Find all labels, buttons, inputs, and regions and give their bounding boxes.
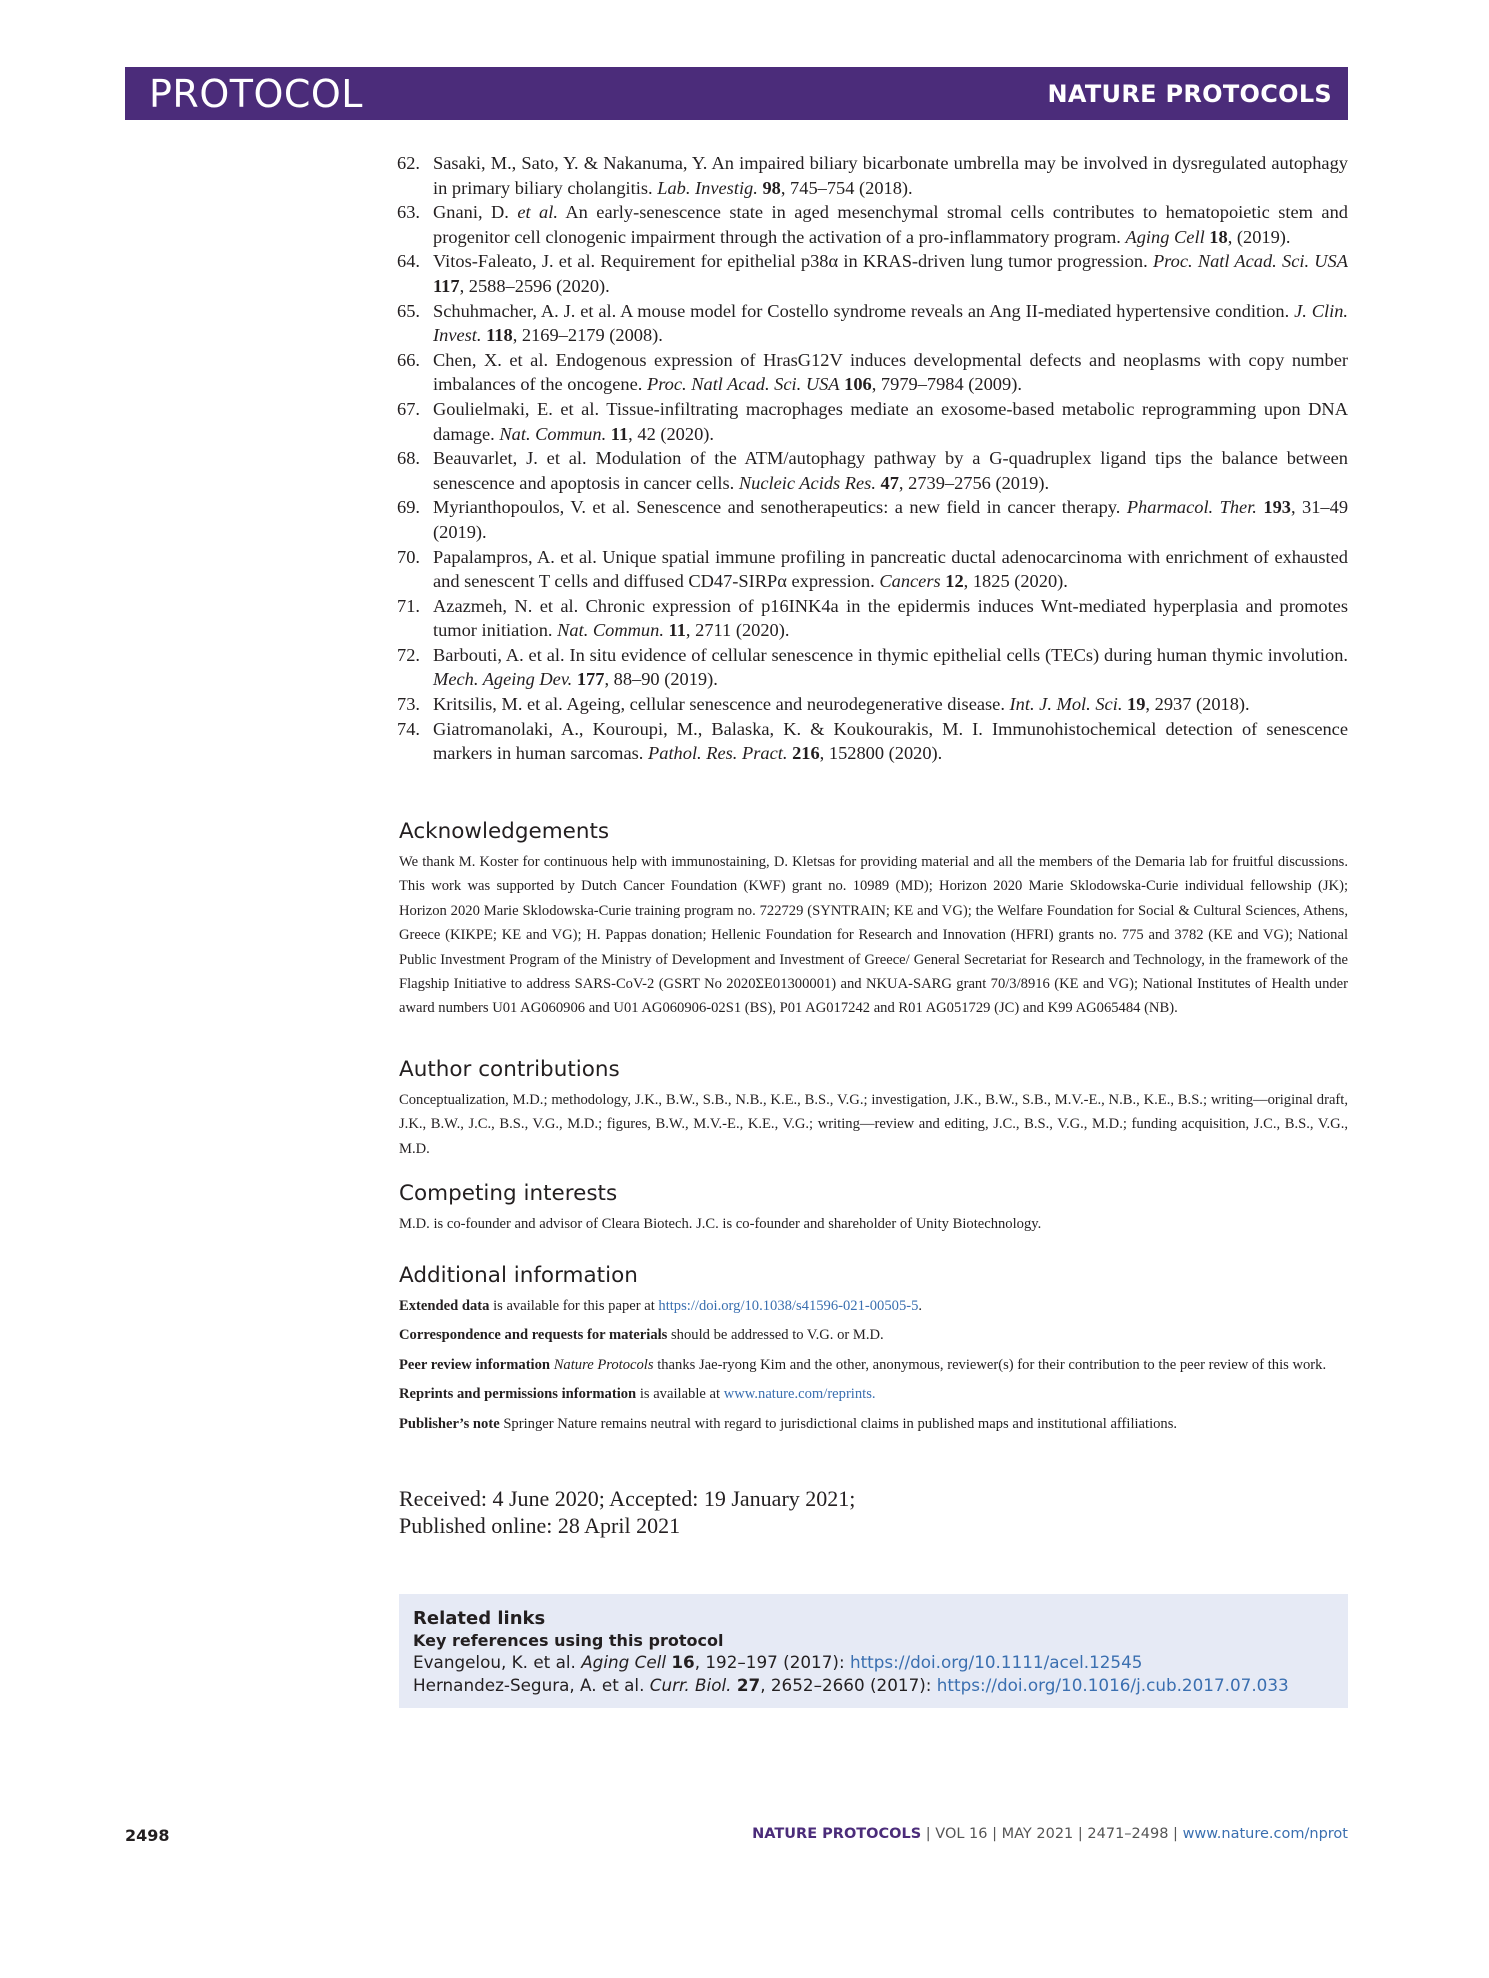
competing-interests-text: M.D. is co-founder and advisor of Cleara Biotech. J.C. is co-founder and shareholder of Unity Biotechnology. [399,1216,1042,1232]
footer-date: MAY 2021 [1001,1826,1074,1842]
extended-data-para: Extended data is available for this paper at https://doi.org/10.1038/s41596-021-00505-5. [399,1298,923,1314]
reference-number: 66. [397,349,420,370]
reference-text: Gnani, D. et al. An early-senescence state in aged mesenchymal stromal cells contributes to hematopoietic stem and progenitor cell clonogenic impairment through the activation of a pro-inflammatory program. Aging Cell 18, (2019). [433,202,1348,247]
footer-citation: NATURE PROTOCOLS | VOL 16 | MAY 2021 | 2471–2498 | www.nature.com/nprot [752,1826,1348,1842]
footer-journal: NATURE PROTOCOLS [752,1826,922,1842]
reference-number: 63. [397,202,420,223]
reference-number: 74. [397,718,420,739]
reference-text: Beauvarlet, J. et al. Modulation of the ATM/autophagy pathway by a G-quadruplex ligand tips the balance between senescence and apoptosis in cancer cells. Nucleic Acids Res. 47, 2739–2756 (2019). [433,448,1348,493]
reference-text: Papalampros, A. et al. Unique spatial immune profiling in pancreatic ductal adenocarcinoma with enrichment of exhausted and senescent T cells and diffused CD47-SIRPα expression. Cancers 12, 1825 (2020). [433,546,1348,592]
reference-text: Barbouti, A. et al. In situ evidence of cellular senescence in thymic epithelial cells (TECs) during human thymic involution. Mech. Ageing Dev. 177, 88–90 (2019). [433,644,1348,690]
reference-item [397,151,1348,200]
reprints-link[interactable]: www.nature.com/reprints. [723,1386,876,1403]
related-link-item: Evangelou, K. et al. Aging Cell 16, 192–197 (2017): https://doi.org/10.1111/acel.12545 [413,1652,1143,1672]
peer-review-para: Peer review information Nature Protocols thanks Jae-ryong Kim and the other, anonymous, reviewer(s) for their contribution to the peer review of this work. [399,1356,1327,1373]
author-contributions-text: Conceptualization, M.D.; methodology, J.K., B.W., S.B., N.B., K.E., B.S., V.G.; investigation, J.K., B.W., S.B., M.V.-E., N.B., K.E., B.S.; writing—original draft, J.K., B.W., J.C., B.S., V.G., M.D.; figures, B.W., M.V.-E., K.E., V.G.; writing—review and editing, J.C., B.S., V.G., M.D.; funding acquisition, J.C., B.S., V.G., M.D. [399,1092,1348,1157]
reference-item [397,446,1348,495]
reference-item [397,249,1348,298]
competing-interests-section [399,1180,1348,1236]
reference-text: Myrianthopoulos, V. et al. Senescence and senotherapeutics: a new field in cancer therapy. Pharmacol. Ther. 193, 31–49 (2019). [433,497,1349,542]
reference-item [397,545,1348,594]
reference-item [397,200,1348,249]
reference-item [397,495,1348,544]
reference-text: Kritsilis, M. et al. Ageing, cellular senescence and neurodegenerative disease. Int. J. Mol. Sci. 19, 2937 (2018). [433,694,1250,715]
reference-number: 73. [397,694,420,715]
reprints-para: Reprints and permissions information is available at www.nature.com/reprints. [399,1386,876,1403]
correspondence-para: Correspondence and requests for materials should be addressed to V.G. or M.D. [399,1327,884,1344]
related-links-box [399,1594,1348,1708]
reference-item [397,643,1348,692]
acknowledgements-text: We thank M. Koster for continuous help with immunostaining, D. Kletsas for providing material and all the members of the Demaria lab for fruitful discussions. This work was supported by Dutch Cancer Foundation (KWF) grant no. 10989 (MD); Horizon 2020 Marie Sklodowska-Curie individual fellowship (JK); Horizon 2020 Marie Sklodowska-Curie training program no. 722729 (SYNTRAIN; KE and VG); the Welfare Foundation for Social & Cultural Sciences, Athens, Greece (KIKPE; KE and VG); H. Pappas donation; Hellenic Foundation for Research and Innovation (HFRI) grants no. 775 and 3782 (KE and VG); National Public Investment Program of the Ministry of Development and Investment of Greece/ General Secretariat for Research and Technology, in the framework of the Flagship Initiative to address SARS-CoV-2 (GSRT No 2020ΣE01300001) and NKUA-SARG grant 70/3/8916 (KE and VG); National Institutes of Health under award numbers U01 AG060906 and U01 AG060906-02S1 (BS), P01 AG017242 and R01 AG051729 (JC) and K99 AG065484 (NB). [399,854,1348,1017]
reference-number: 69. [397,497,420,518]
reference-number: 70. [397,546,420,567]
reference-text: Azazmeh, N. et al. Chronic expression of p16INK4a in the epidermis induces Wnt-mediated hyperplasia and promotes tumor initiation. Nat. Commun. 11, 2711 (2020). [433,595,1348,641]
reference-text: Sasaki, M., Sato, Y. & Nakanuma, Y. An impaired biliary bicarbonate umbrella may be involved in dysregulated autophagy in primary biliary cholangitis. Lab. Investig. 98, 745–754 (2018). [433,153,1348,198]
related-links-subtitle: Key references using this protocol [413,1631,724,1650]
reference-number: 72. [397,644,420,665]
reference-text: Goulielmaki, E. et al. Tissue-infiltrating macrophages mediate an exosome-based metabolic reprogramming upon DNA damage. Nat. Commun. 11, 42 (2020). [433,398,1348,444]
reference-item [397,299,1348,348]
additional-information-section [399,1262,1348,1441]
reference-text: Schuhmacher, A. J. et al. A mouse model for Costello syndrome reveals an Ang II-mediated hypertensive condition. J. Clin. Invest. 118, 2169–2179 (2008). [433,300,1348,346]
published-online: Published online: 28 April 2021 [399,1513,681,1538]
reference-item [397,717,1348,766]
author-contributions-heading: Author contributions [399,1057,620,1082]
reference-text: Vitos-Faleato, J. et al. Requirement for epithelial p38α in KRAS-driven lung tumor progression. Proc. Natl Acad. Sci. USA 117, 2588–2596 (2020). [433,251,1348,296]
reference-list [397,151,1348,766]
related-links-title: Related links [413,1608,546,1629]
footer-volume: VOL 16 [935,1826,988,1842]
section-label: PROTOCOL [149,72,363,116]
reference-number: 62. [397,153,420,173]
extended-data-link[interactable]: https://doi.org/10.1038/s41596-021-00505-5 [658,1298,919,1314]
related-link-item: Hernandez-Segura, A. et al. Curr. Biol. 27, 2652–2660 (2017): https://doi.org/10.1016/j.cub.2017.07.033 [413,1674,1289,1695]
reference-text: Giatromanolaki, A., Kouroupi, M., Balaska, K. & Koukourakis, M. I. Immunohistochemical detection of senescence markers in human sarcomas. Pathol. Res. Pract. 216, 152800 (2020). [433,718,1348,764]
footer-pages: 2471–2498 [1087,1826,1169,1842]
reference-number: 64. [397,251,420,272]
reference-number: 67. [397,398,420,419]
related-link-url[interactable]: https://doi.org/10.1016/j.cub.2017.07.033 [936,1674,1289,1695]
reference-item [397,397,1348,446]
journal-label: NATURE PROTOCOLS [1047,80,1332,108]
additional-information-heading: Additional information [399,1263,638,1288]
reference-number: 71. [397,595,420,616]
publisher-note-para: Publisher’s note Springer Nature remains neutral with regard to jurisdictional claims in published maps and institutional affiliations. [399,1415,1178,1432]
header-banner [125,67,1348,120]
reference-text: Chen, X. et al. Endogenous expression of HrasG12V induces developmental defects and neoplasms with copy number imbalances of the oncogene. Proc. Natl Acad. Sci. USA 106, 7979–7984 (2009). [433,349,1348,395]
reference-item [397,594,1348,643]
competing-interests-heading: Competing interests [399,1181,618,1206]
page-number: 2498 [125,1826,170,1845]
reference-number: 68. [397,448,420,469]
reference-item [397,348,1348,397]
author-contributions-section [399,1056,1348,1161]
related-link-url[interactable]: https://doi.org/10.1111/acel.12545 [849,1652,1143,1672]
received-accepted: Received: 4 June 2020; Accepted: 19 January 2021; [399,1486,856,1511]
reference-number: 65. [397,300,420,321]
publication-dates [399,1485,855,1539]
acknowledgements-section [399,818,1348,1021]
acknowledgements-heading: Acknowledgements [399,819,610,844]
reference-item [397,692,1348,717]
footer-url[interactable]: www.nature.com/nprot [1182,1826,1348,1842]
